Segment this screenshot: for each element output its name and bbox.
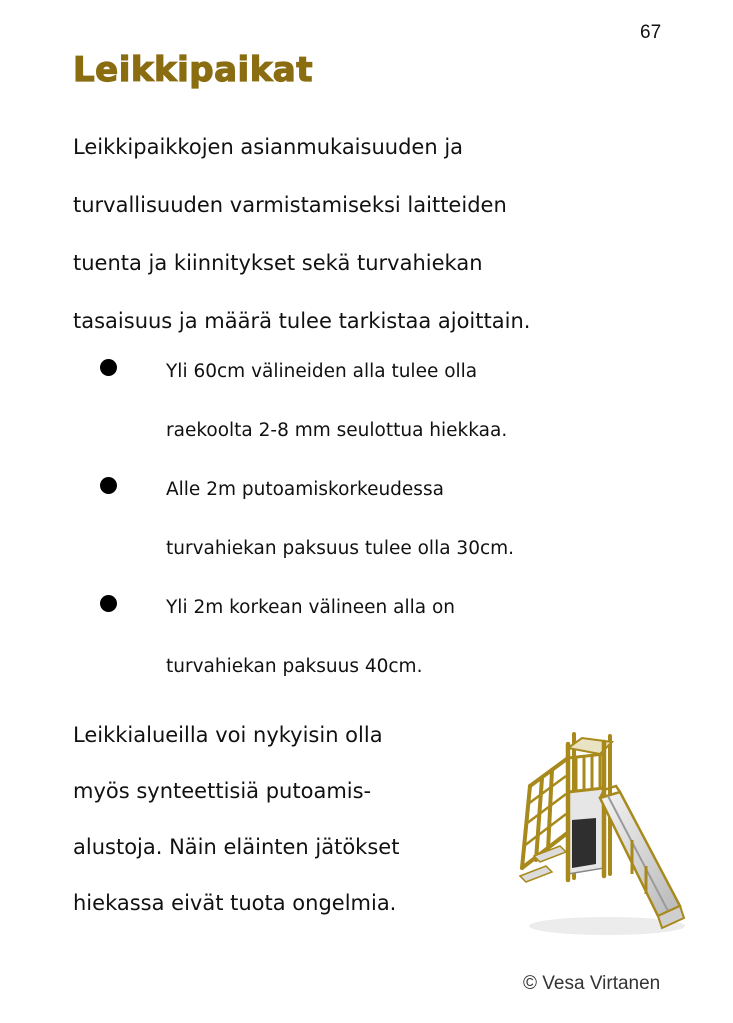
bullet-list: [0, 342, 733, 696]
bullet-icon: [100, 477, 117, 494]
intro-paragraph: [73, 118, 713, 350]
playground-slide-icon: [512, 728, 688, 942]
bullet-line: raekoolta 2-8 mm seulottua hiekkaa.: [166, 420, 508, 441]
list-item: [0, 342, 733, 460]
bullet-line: turvahiekan paksuus 40cm.: [166, 656, 423, 677]
copyright-text: © Vesa Virtanen: [523, 973, 661, 994]
intro-line: tasaisuus ja määrä tulee tarkistaa ajoittain.: [73, 309, 531, 333]
closing-line: hiekassa eivät tuota ongelmia.: [73, 891, 397, 915]
bullet-text: [166, 460, 686, 578]
closing-line: alustoja. Näin eläinten jätökset: [73, 835, 400, 859]
closing-paragraph: [73, 707, 513, 931]
bullet-line: Yli 2m korkean välineen alla on: [166, 597, 456, 618]
bullet-icon: [100, 595, 117, 612]
page-number: 67: [640, 22, 662, 43]
bullet-line: turvahiekan paksuus tulee olla 30cm.: [166, 538, 515, 559]
list-item: [0, 460, 733, 578]
bullet-text: [166, 342, 686, 460]
intro-line: Leikkipaikkojen asianmukaisuuden ja: [73, 135, 464, 159]
bullet-line: Yli 60cm välineiden alla tulee olla: [166, 361, 478, 382]
intro-line: turvallisuuden varmistamiseksi laitteiden: [73, 193, 507, 217]
bullet-text: [166, 578, 686, 696]
closing-line: myös synteettisiä putoamis-: [73, 779, 372, 803]
bullet-line: Alle 2m putoamiskorkeudessa: [166, 479, 444, 500]
closing-line: Leikkialueilla voi nykyisin olla: [73, 723, 383, 747]
page-title: Leikkipaikat: [73, 50, 313, 90]
list-item: [0, 578, 733, 696]
bullet-icon: [100, 359, 117, 376]
intro-line: tuenta ja kiinnitykset sekä turvahiekan: [73, 251, 483, 275]
